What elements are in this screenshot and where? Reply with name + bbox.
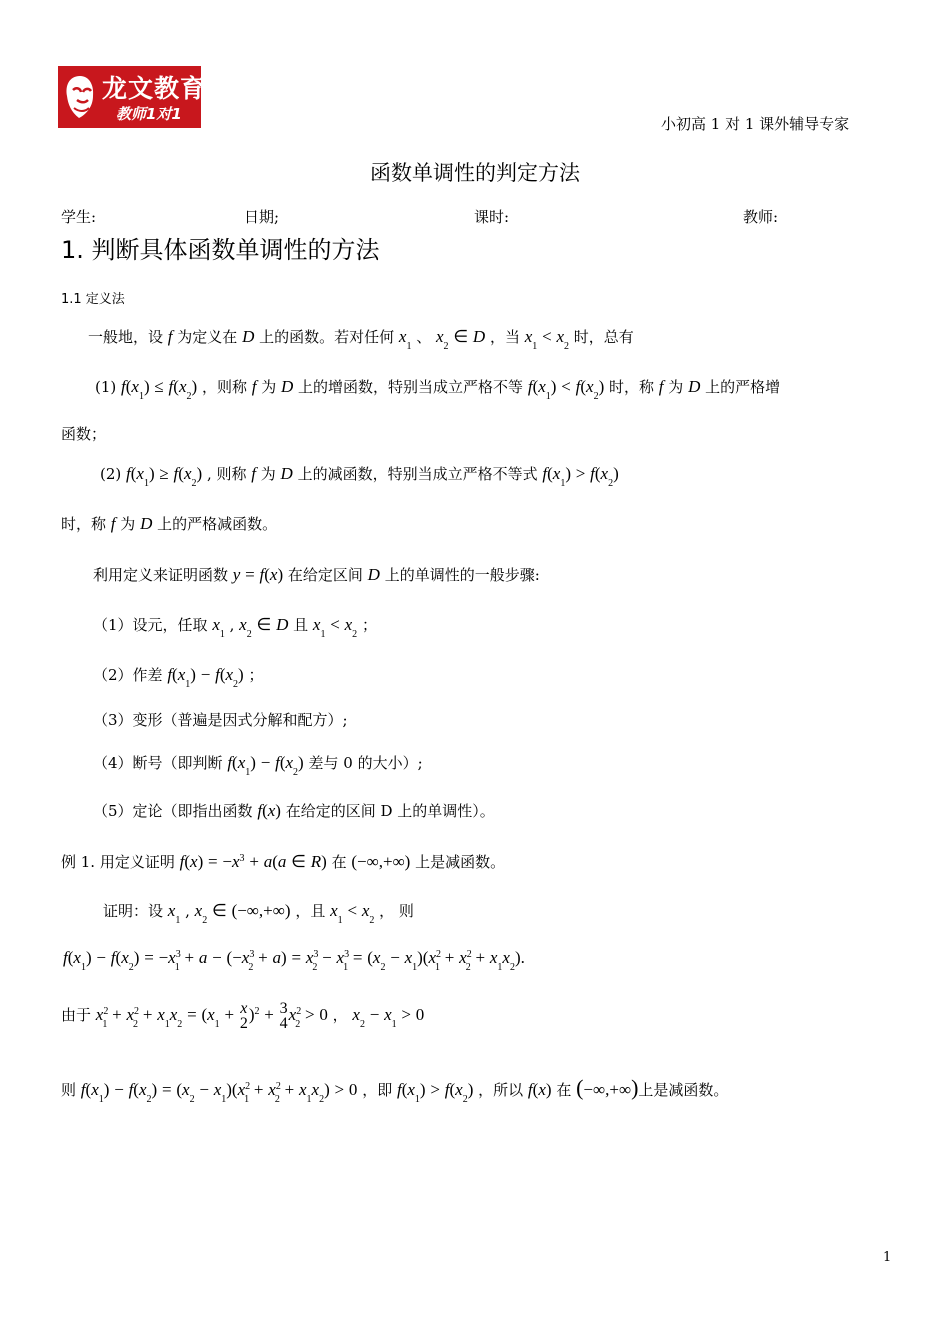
section-heading: 1. 判断具体函数单调性的方法 [61, 236, 380, 264]
definition-case1: (1) $f(x_1) \le f(x_2)$ ，则称 f 为 D 上的增函数，特别当成立严格不等 $f(x_1) < f(x_2)$ 时，称 f 为 D 上的严格增 [95, 377, 781, 402]
logo-face-icon [61, 70, 99, 124]
logo-brand: 龙文教育 [102, 74, 207, 103]
proof-line-2: 由于 $x^2_1 + x^2_2 + x_1x_2 = (x_1$ + x 2 )$^2$ + 3 4 $x^2_2 > 0$ ， $x_2 - x_1 > 0$ [61, 1000, 425, 1032]
fraction-3-over-4: 3 4 [279, 1000, 288, 1032]
definition-case2: (2) $f(x_1) \ge f(x_2)$ , 则称 f 为 D 上的减函数，特别当成立严格不等式 $f(x_1) > f(x_2)$ [100, 464, 619, 489]
meta-teacher: 教师: [743, 208, 779, 226]
meta-date: 日期; [244, 208, 280, 226]
example-statement: 例 1. 用定义证明 $f(x) = -x^3 + a(a$ ∈ R) 在 (−∞,+∞) 上是减函数。 [61, 852, 506, 871]
definition-case2-cont: 时，称 f 为 D 上的严格减函数。 [61, 514, 278, 533]
meta-student: 学生: [61, 208, 97, 226]
logo-tagline: 教师1对1 [116, 105, 182, 123]
document-title: 函数单调性的判定方法 [370, 161, 580, 185]
fraction-x2-over-2: x 2 [239, 1000, 248, 1032]
proof-setup: 证明：设 $x_1$ , $x_2$ ∈ (−∞,+∞) ，且 $x_1 < x_2$ ， 则 [103, 901, 414, 926]
step-3: （3）变形（普遍是因式分解和配方）; [93, 711, 348, 729]
header-slogan: 小初高 1 对 1 课外辅导专家 [661, 115, 850, 133]
definition-case1-cont: 函数； [61, 425, 107, 443]
step-5: （5）定论（即指出函数 f(x) 在给定的区间 D 上的单调性）。 [93, 801, 495, 820]
proof-line-1: $f(x_1) - f(x_2) = -x^3_1 + a - (-x^3_2 + a) = x^3_2 - x^3_1 = (x_2 - x_1)(x^2_1 + x^2_2 + x_1x_2)$. [63, 948, 525, 973]
steps-intro: 利用定义来证明函数 y = f(x) 在给定区间 D 上的单调性的一般步骤: [93, 565, 540, 584]
logo [58, 66, 207, 128]
proof-line-3: 则 $f(x_1) - f(x_2) = (x_2 - x_1)(x^2_1 + x^2_2 + x_1x_2) > 0$ ，即 $f(x_1) > f(x_2)$ ，所以 f(x) 在 (−∞,+∞)上是减函数。 [61, 1075, 729, 1105]
step-4: （4）断号（即判断 $f(x_1) - f(x_2)$ 差与 0 的大小）; [93, 753, 423, 778]
step-1: （1）设元，任取 $x_1$ , $x_2$ ∈ D 且 $x_1 < x_2$ ； [93, 615, 377, 640]
page-number: 1 [883, 1250, 892, 1265]
definition-intro: 一般地，设 f 为定义在 D 上的函数。若对任何 $x_1$ 、 $x_2$ ∈ D ，当 $x_1 < x_2$ 时，总有 [88, 327, 634, 352]
meta-period: 课时: [474, 208, 510, 226]
step-2: （2）作差 $f(x_1) - f(x_2)$ ； [93, 665, 264, 690]
subsection-heading: 1.1 定义法 [61, 292, 125, 307]
